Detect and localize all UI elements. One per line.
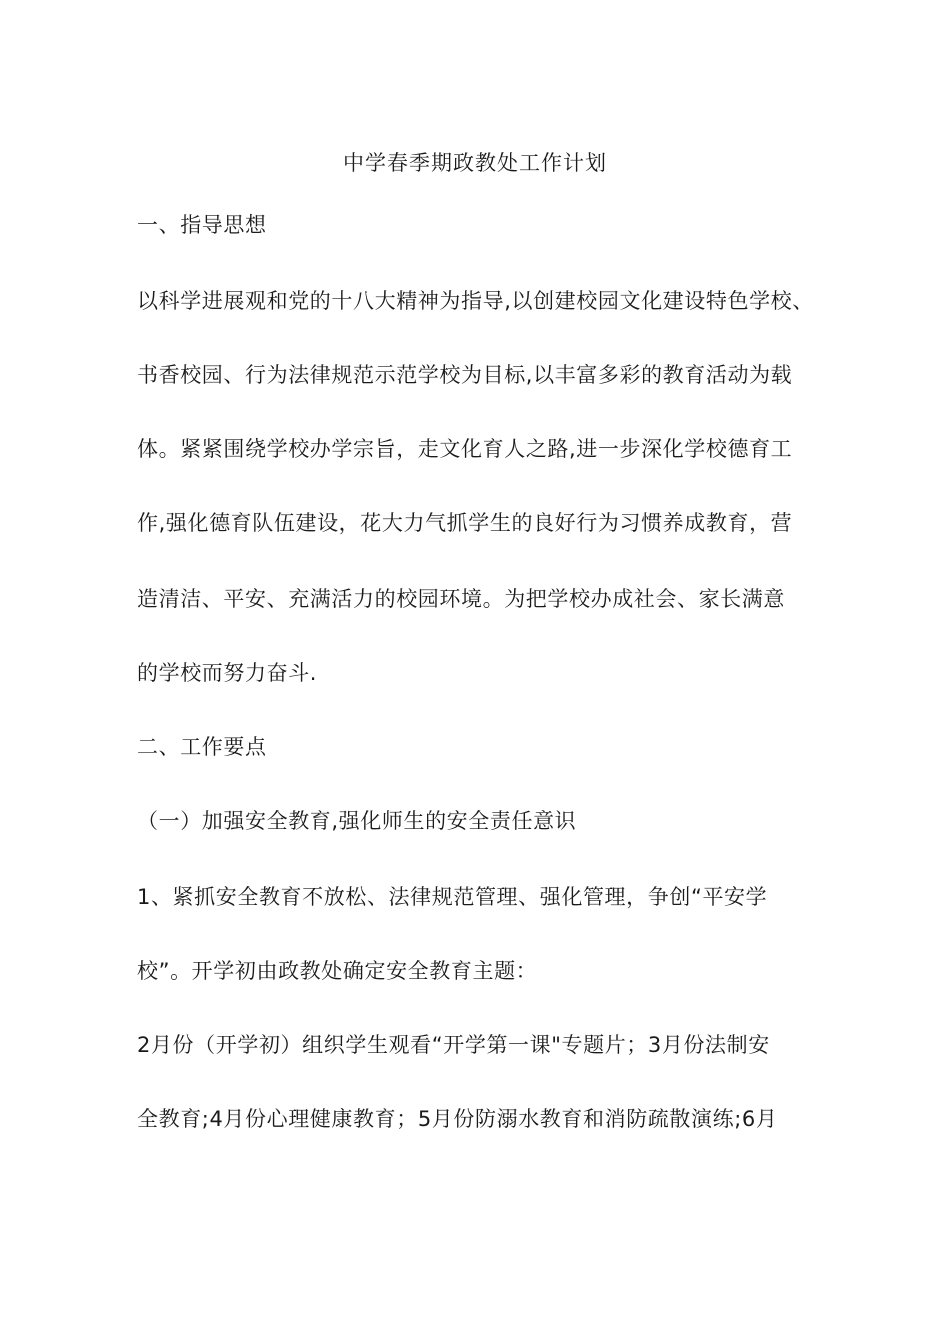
paragraph-line: 的学校而努力奋斗. bbox=[137, 661, 318, 685]
paragraph-line: 造清洁、平安、充满活力的校园环境。为把学校办成社会、家长满意 bbox=[137, 587, 785, 611]
paragraph-line: 1、紧抓安全教育不放松、法律规范管理、强化管理，争创“平安学 bbox=[137, 885, 768, 909]
paragraph-line: 校”。开学初由政教处确定安全教育主题： bbox=[137, 959, 538, 983]
paragraph-line: 以科学进展观和党的十八大精神为指导,以创建校园文化建设特色学校、 bbox=[137, 289, 814, 313]
paragraph-line: 书香校园、行为法律规范示范学校为目标,以丰富多彩的教育活动为载 bbox=[137, 363, 793, 387]
document-title: 中学春季期政教处工作计划 bbox=[343, 151, 607, 175]
subsection-heading-safety: （一）加强安全教育,强化师生的安全责任意识 bbox=[137, 809, 577, 833]
section-heading-guiding-ideology: 一、指导思想 bbox=[137, 213, 267, 237]
section-heading-work-points: 二、工作要点 bbox=[137, 735, 267, 759]
paragraph-line: 全教育;4月份心理健康教育；5月份防溺水教育和消防疏散演练;6月 bbox=[137, 1107, 778, 1131]
paragraph-line: 2月份（开学初）组织学生观看“开学第一课"专题片；3月份法制安 bbox=[137, 1033, 770, 1057]
paragraph-line: 体。紧紧围绕学校办学宗旨，走文化育人之路,进一步深化学校德育工 bbox=[137, 437, 793, 461]
paragraph-line: 作,强化德育队伍建设，花大力气抓学生的良好行为习惯养成教育，营 bbox=[137, 511, 793, 535]
